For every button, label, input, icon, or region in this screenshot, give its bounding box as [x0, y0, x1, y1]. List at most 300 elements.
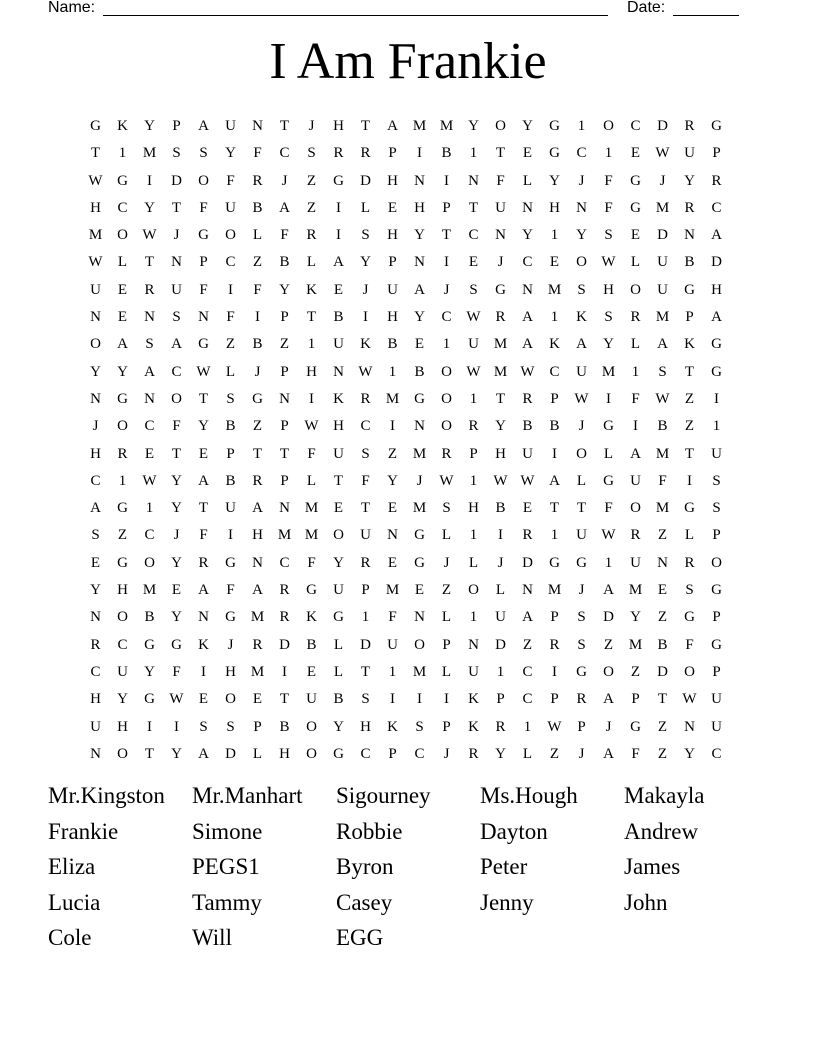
grid-letter: F	[631, 745, 640, 762]
grid-letter: I	[417, 691, 422, 708]
grid-letter: A	[657, 336, 668, 353]
grid-letter: L	[495, 582, 506, 599]
grid-letter: C	[225, 254, 236, 271]
grid-letter: G	[630, 172, 641, 189]
grid-letter: I	[714, 390, 719, 407]
grid-letter: T	[144, 254, 155, 271]
grid-letter: F	[172, 663, 181, 680]
grid-letter: Y	[495, 745, 506, 762]
grid-letter: I	[552, 445, 557, 462]
grid-letter: F	[226, 172, 235, 189]
grid-letter: U	[468, 663, 479, 680]
grid-letter: I	[147, 718, 152, 735]
grid-letter: T	[495, 145, 506, 162]
grid-letter: Y	[333, 718, 344, 735]
grid-row	[82, 249, 732, 276]
grid-letter: N	[198, 609, 209, 626]
grid-letter: D	[657, 663, 668, 680]
grid-letter: E	[657, 582, 668, 599]
grid-letter: R	[360, 554, 371, 571]
grid-letter: 1	[388, 363, 397, 380]
word-bank-item: Andrew	[624, 818, 699, 844]
grid-letter: J	[281, 172, 288, 189]
grid-letter: T	[279, 118, 290, 134]
grid-letter: L	[333, 636, 344, 653]
grid-letter: I	[390, 691, 395, 708]
grid-letter: P	[280, 472, 289, 489]
grid-letter: B	[387, 336, 398, 353]
grid-row	[82, 195, 732, 222]
grid-letter: N	[414, 418, 425, 435]
grid-letter: O	[468, 582, 479, 599]
grid-letter: H	[90, 691, 101, 708]
grid-letter: H	[279, 745, 290, 762]
grid-letter: O	[414, 636, 425, 653]
grid-letter: I	[687, 472, 692, 489]
grid-letter: S	[226, 390, 235, 407]
grid-letter: S	[712, 472, 721, 489]
grid-letter: Y	[630, 609, 641, 626]
grid-letter: F	[631, 390, 640, 407]
grid-letter: I	[309, 390, 314, 407]
grid-letter: Y	[171, 472, 182, 489]
grid-letter: R	[684, 554, 695, 571]
grid-letter: T	[360, 663, 371, 680]
grid-letter: W	[547, 718, 562, 735]
grid-letter: P	[631, 691, 640, 708]
grid-letter: M	[628, 636, 643, 653]
grid-letter: Z	[225, 336, 236, 353]
grid-letter: C	[522, 691, 533, 708]
grid-letter: M	[655, 199, 670, 216]
grid-letter: O	[117, 745, 128, 762]
grid-letter: N	[684, 718, 695, 735]
grid-letter: P	[442, 199, 451, 216]
grid-letter: N	[414, 609, 425, 626]
grid-letter: R	[522, 527, 533, 544]
grid-letter: K	[198, 636, 209, 653]
grid-row	[82, 468, 732, 495]
grid-letter: U	[225, 500, 236, 517]
grid-letter: Y	[117, 691, 128, 708]
grid-letter: L	[306, 472, 317, 489]
grid-letter: N	[414, 254, 425, 271]
grid-letter: T	[468, 199, 479, 216]
grid-letter: L	[252, 745, 263, 762]
word-bank-item: Makayla	[624, 783, 705, 808]
grid-letter: G	[630, 199, 641, 216]
grid-letter: E	[414, 336, 425, 353]
grid-letter: K	[333, 390, 344, 407]
grid-letter: U	[333, 582, 344, 599]
grid-letter: U	[684, 145, 695, 162]
grid-letter: R	[441, 445, 452, 462]
grid-letter: U	[117, 663, 128, 680]
grid-letter: O	[711, 554, 722, 571]
grid-letter: Y	[171, 500, 182, 517]
grid-letter: B	[252, 336, 263, 353]
grid-letter: Z	[306, 199, 317, 216]
grid-letter: J	[362, 281, 369, 298]
grid-letter: G	[684, 609, 695, 626]
grid-letter: G	[603, 418, 614, 435]
grid-letter: W	[655, 390, 670, 407]
grid-letter: S	[604, 227, 613, 244]
grid-letter: A	[144, 363, 155, 380]
grid-letter: I	[552, 663, 557, 680]
grid-row	[82, 741, 732, 768]
grid-letter: S	[577, 609, 586, 626]
grid-letter: P	[280, 309, 289, 326]
grid-letter: 1	[118, 145, 127, 162]
grid-letter: Z	[657, 609, 668, 626]
grid-letter: J	[92, 418, 99, 435]
grid-letter: N	[90, 390, 101, 407]
grid-letter: A	[711, 309, 722, 326]
grid-row	[82, 277, 732, 304]
grid-letter: R	[684, 118, 695, 134]
grid-letter: N	[657, 554, 668, 571]
grid-letter: 1	[631, 363, 640, 380]
grid-letter: G	[252, 390, 263, 407]
grid-letter: L	[360, 199, 371, 216]
grid-letter: G	[306, 582, 317, 599]
grid-letter: Y	[117, 363, 128, 380]
grid-letter: A	[630, 445, 641, 462]
grid-letter: J	[497, 554, 504, 571]
grid-letter: Z	[252, 418, 263, 435]
grid-letter: E	[522, 500, 533, 517]
grid-letter: Z	[252, 254, 263, 271]
grid-letter: S	[361, 445, 370, 462]
grid-letter: H	[306, 363, 317, 380]
grid-letter: 1	[604, 145, 613, 162]
grid-letter: G	[333, 609, 344, 626]
grid-letter: N	[279, 500, 290, 517]
grid-letter: 1	[550, 227, 559, 244]
grid-letter: B	[144, 609, 155, 626]
grid-letter: 1	[604, 554, 613, 571]
grid-letter: L	[441, 663, 452, 680]
grid-letter: W	[655, 145, 670, 162]
grid-letter: P	[388, 254, 397, 271]
grid-letter: N	[279, 390, 290, 407]
grid-letter: N	[387, 527, 398, 544]
grid-row	[82, 604, 732, 631]
grid-letter: Z	[630, 663, 641, 680]
grid-letter: L	[333, 663, 344, 680]
grid-letter: I	[336, 227, 341, 244]
grid-letter: R	[333, 145, 344, 162]
grid-letter: C	[360, 745, 371, 762]
grid-letter: M	[304, 500, 319, 517]
grid-letter: I	[444, 254, 449, 271]
grid-letter: A	[333, 254, 344, 271]
grid-letter: M	[142, 582, 157, 599]
grid-letter: W	[520, 363, 535, 380]
grid-letter: M	[385, 390, 400, 407]
grid-letter: U	[711, 445, 722, 462]
grid-letter: W	[358, 363, 373, 380]
grid-letter: W	[601, 254, 616, 271]
grid-letter: O	[576, 254, 587, 271]
grid-letter: A	[549, 472, 560, 489]
grid-letter: S	[145, 336, 154, 353]
grid-letter: P	[199, 254, 208, 271]
grid-letter: R	[495, 309, 506, 326]
grid-letter: F	[253, 281, 262, 298]
grid-letter: P	[550, 691, 559, 708]
grid-letter: R	[306, 227, 317, 244]
grid-letter: T	[360, 500, 371, 517]
grid-letter: M	[412, 118, 427, 134]
word-bank-item: PEGS1	[192, 854, 260, 879]
grid-letter: D	[495, 636, 506, 653]
grid-letter: H	[549, 199, 560, 216]
grid-letter: F	[253, 145, 262, 162]
grid-letter: C	[90, 663, 101, 680]
grid-letter: G	[414, 554, 425, 571]
grid-letter: G	[495, 281, 506, 298]
grid-letter: Z	[657, 718, 668, 735]
grid-letter: H	[495, 445, 506, 462]
grid-letter: M	[601, 363, 616, 380]
grid-letter: U	[495, 199, 506, 216]
grid-letter: R	[549, 636, 560, 653]
grid-letter: H	[414, 199, 425, 216]
grid-letter: P	[388, 745, 397, 762]
grid-letter: N	[522, 199, 533, 216]
grid-letter: Y	[144, 118, 155, 134]
grid-letter: C	[441, 309, 452, 326]
grid-letter: F	[496, 172, 505, 189]
grid-letter: L	[441, 527, 452, 544]
grid-letter: I	[228, 281, 233, 298]
word-bank-item: Simone	[192, 818, 263, 844]
grid-letter: 1	[550, 527, 559, 544]
grid-letter: M	[547, 281, 562, 298]
grid-letter: B	[333, 691, 344, 708]
grid-letter: O	[117, 609, 128, 626]
grid-letter: T	[495, 390, 506, 407]
grid-letter: Y	[333, 554, 344, 571]
grid-letter: B	[279, 254, 290, 271]
grid-letter: N	[171, 254, 182, 271]
grid-letter: N	[252, 118, 263, 134]
grid-letter: F	[604, 500, 613, 517]
date-blank[interactable]	[673, 15, 739, 16]
grid-letter: Z	[117, 527, 128, 544]
grid-letter: R	[144, 281, 155, 298]
grid-letter: U	[711, 691, 722, 708]
grid-letter: W	[142, 472, 157, 489]
grid-letter: T	[576, 500, 587, 517]
grid-letter: F	[172, 418, 181, 435]
grid-letter: G	[117, 554, 128, 571]
grid-letter: W	[196, 363, 211, 380]
grid-letter: Y	[414, 309, 425, 326]
grid-row	[82, 168, 732, 195]
grid-letter: J	[443, 281, 450, 298]
grid-letter: P	[712, 609, 721, 626]
grid-letter: 1	[712, 418, 721, 435]
grid-letter: I	[336, 199, 341, 216]
grid-letter: I	[282, 663, 287, 680]
grid-letter: Y	[387, 472, 398, 489]
grid-letter: T	[441, 227, 452, 244]
grid-letter: Y	[603, 336, 614, 353]
grid-letter: A	[387, 118, 398, 134]
grid-letter: O	[441, 418, 452, 435]
grid-letter: K	[684, 336, 695, 353]
grid-row	[82, 632, 732, 659]
grid-letter: I	[633, 418, 638, 435]
grid-letter: N	[468, 172, 479, 189]
grid-letter: O	[495, 118, 506, 134]
grid-letter: Y	[171, 745, 182, 762]
grid-letter: T	[171, 199, 182, 216]
grid-letter: U	[468, 336, 479, 353]
grid-letter: S	[91, 527, 100, 544]
grid-letter: P	[577, 718, 586, 735]
grid-letter: A	[198, 582, 209, 599]
grid-letter: A	[90, 500, 101, 517]
grid-letter: A	[576, 336, 587, 353]
grid-letter: S	[361, 227, 370, 244]
grid-letter: W	[88, 254, 103, 271]
grid-letter: R	[684, 199, 695, 216]
grid-letter: I	[390, 418, 395, 435]
grid-letter: L	[441, 609, 452, 626]
grid-letter: C	[171, 363, 182, 380]
grid-letter: E	[468, 254, 479, 271]
grid-letter: A	[252, 582, 263, 599]
grid-letter: D	[522, 554, 533, 571]
grid-letter: C	[630, 118, 641, 134]
grid-letter: O	[684, 663, 695, 680]
grid-letter: K	[468, 718, 479, 735]
grid-letter: G	[144, 691, 155, 708]
name-blank[interactable]	[103, 15, 608, 16]
grid-letter: H	[603, 281, 614, 298]
grid-letter: N	[414, 172, 425, 189]
grid-letter: F	[199, 527, 208, 544]
grid-letter: Y	[144, 663, 155, 680]
grid-letter: A	[171, 336, 182, 353]
grid-letter: R	[630, 527, 641, 544]
word-bank-item: Mr.Manhart	[192, 783, 303, 808]
grid-letter: M	[547, 582, 562, 599]
grid-letter: A	[117, 336, 128, 353]
grid-letter: I	[201, 663, 206, 680]
grid-letter: B	[549, 418, 560, 435]
grid-letter: I	[147, 172, 152, 189]
grid-letter: E	[414, 582, 425, 599]
grid-letter: D	[657, 227, 668, 244]
grid-letter: L	[630, 336, 641, 353]
grid-letter: Y	[279, 281, 290, 298]
grid-letter: M	[655, 500, 670, 517]
date-label: Date:	[627, 0, 666, 16]
grid-letter: A	[603, 745, 614, 762]
grid-letter: T	[684, 363, 695, 380]
word-bank-item: Byron	[336, 854, 394, 879]
grid-letter: K	[306, 609, 317, 626]
grid-letter: P	[226, 445, 235, 462]
grid-letter: B	[225, 472, 236, 489]
grid-letter: S	[361, 691, 370, 708]
grid-letter: S	[226, 718, 235, 735]
grid-letter: H	[90, 199, 101, 216]
grid-letter: G	[117, 390, 128, 407]
grid-letter: N	[144, 309, 155, 326]
grid-letter: Y	[684, 172, 695, 189]
grid-letter: G	[603, 472, 614, 489]
grid-letter: M	[88, 227, 103, 244]
grid-letter: I	[255, 309, 260, 326]
grid-letter: M	[628, 582, 643, 599]
grid-letter: B	[306, 636, 317, 653]
grid-letter: L	[603, 445, 614, 462]
grid-letter: U	[711, 718, 722, 735]
grid-letter: K	[117, 118, 128, 134]
grid-letter: S	[172, 145, 181, 162]
grid-letter: I	[417, 145, 422, 162]
grid-letter: S	[469, 281, 478, 298]
grid-letter: T	[333, 472, 344, 489]
grid-letter: E	[198, 691, 209, 708]
name-label: Name:	[48, 0, 96, 16]
grid-letter: P	[685, 309, 694, 326]
grid-letter: R	[90, 636, 101, 653]
word-bank-item: Tammy	[192, 889, 262, 915]
grid-letter: Z	[306, 172, 317, 189]
letter-grid	[82, 113, 732, 768]
grid-letter: S	[604, 309, 613, 326]
grid-letter: H	[252, 527, 263, 544]
grid-letter: U	[576, 527, 587, 544]
word-bank-item: James	[624, 854, 681, 879]
grid-letter: 1	[469, 472, 478, 489]
header	[48, 0, 748, 20]
grid-letter: E	[387, 500, 398, 517]
grid-letter: U	[333, 445, 344, 462]
grid-letter: P	[172, 118, 181, 134]
grid-letter: 1	[361, 609, 370, 626]
grid-letter: C	[90, 472, 101, 489]
grid-letter: Y	[171, 609, 182, 626]
grid-letter: N	[198, 309, 209, 326]
grid-row	[82, 686, 732, 713]
grid-letter: P	[550, 390, 559, 407]
grid-letter: O	[225, 227, 236, 244]
word-bank-item: EGG	[336, 925, 384, 950]
grid-letter: Y	[468, 118, 479, 134]
grid-letter: G	[225, 554, 236, 571]
grid-letter: 1	[469, 527, 478, 544]
grid-letter: I	[363, 309, 368, 326]
grid-letter: Z	[387, 445, 398, 462]
grid-letter: N	[90, 745, 101, 762]
grid-letter: P	[280, 418, 289, 435]
grid-letter: M	[250, 663, 265, 680]
grid-letter: R	[117, 445, 128, 462]
grid-row	[82, 331, 732, 358]
grid-letter: Z	[279, 336, 290, 353]
grid-letter: A	[522, 336, 533, 353]
grid-letter: F	[199, 199, 208, 216]
grid-letter: J	[497, 254, 504, 271]
